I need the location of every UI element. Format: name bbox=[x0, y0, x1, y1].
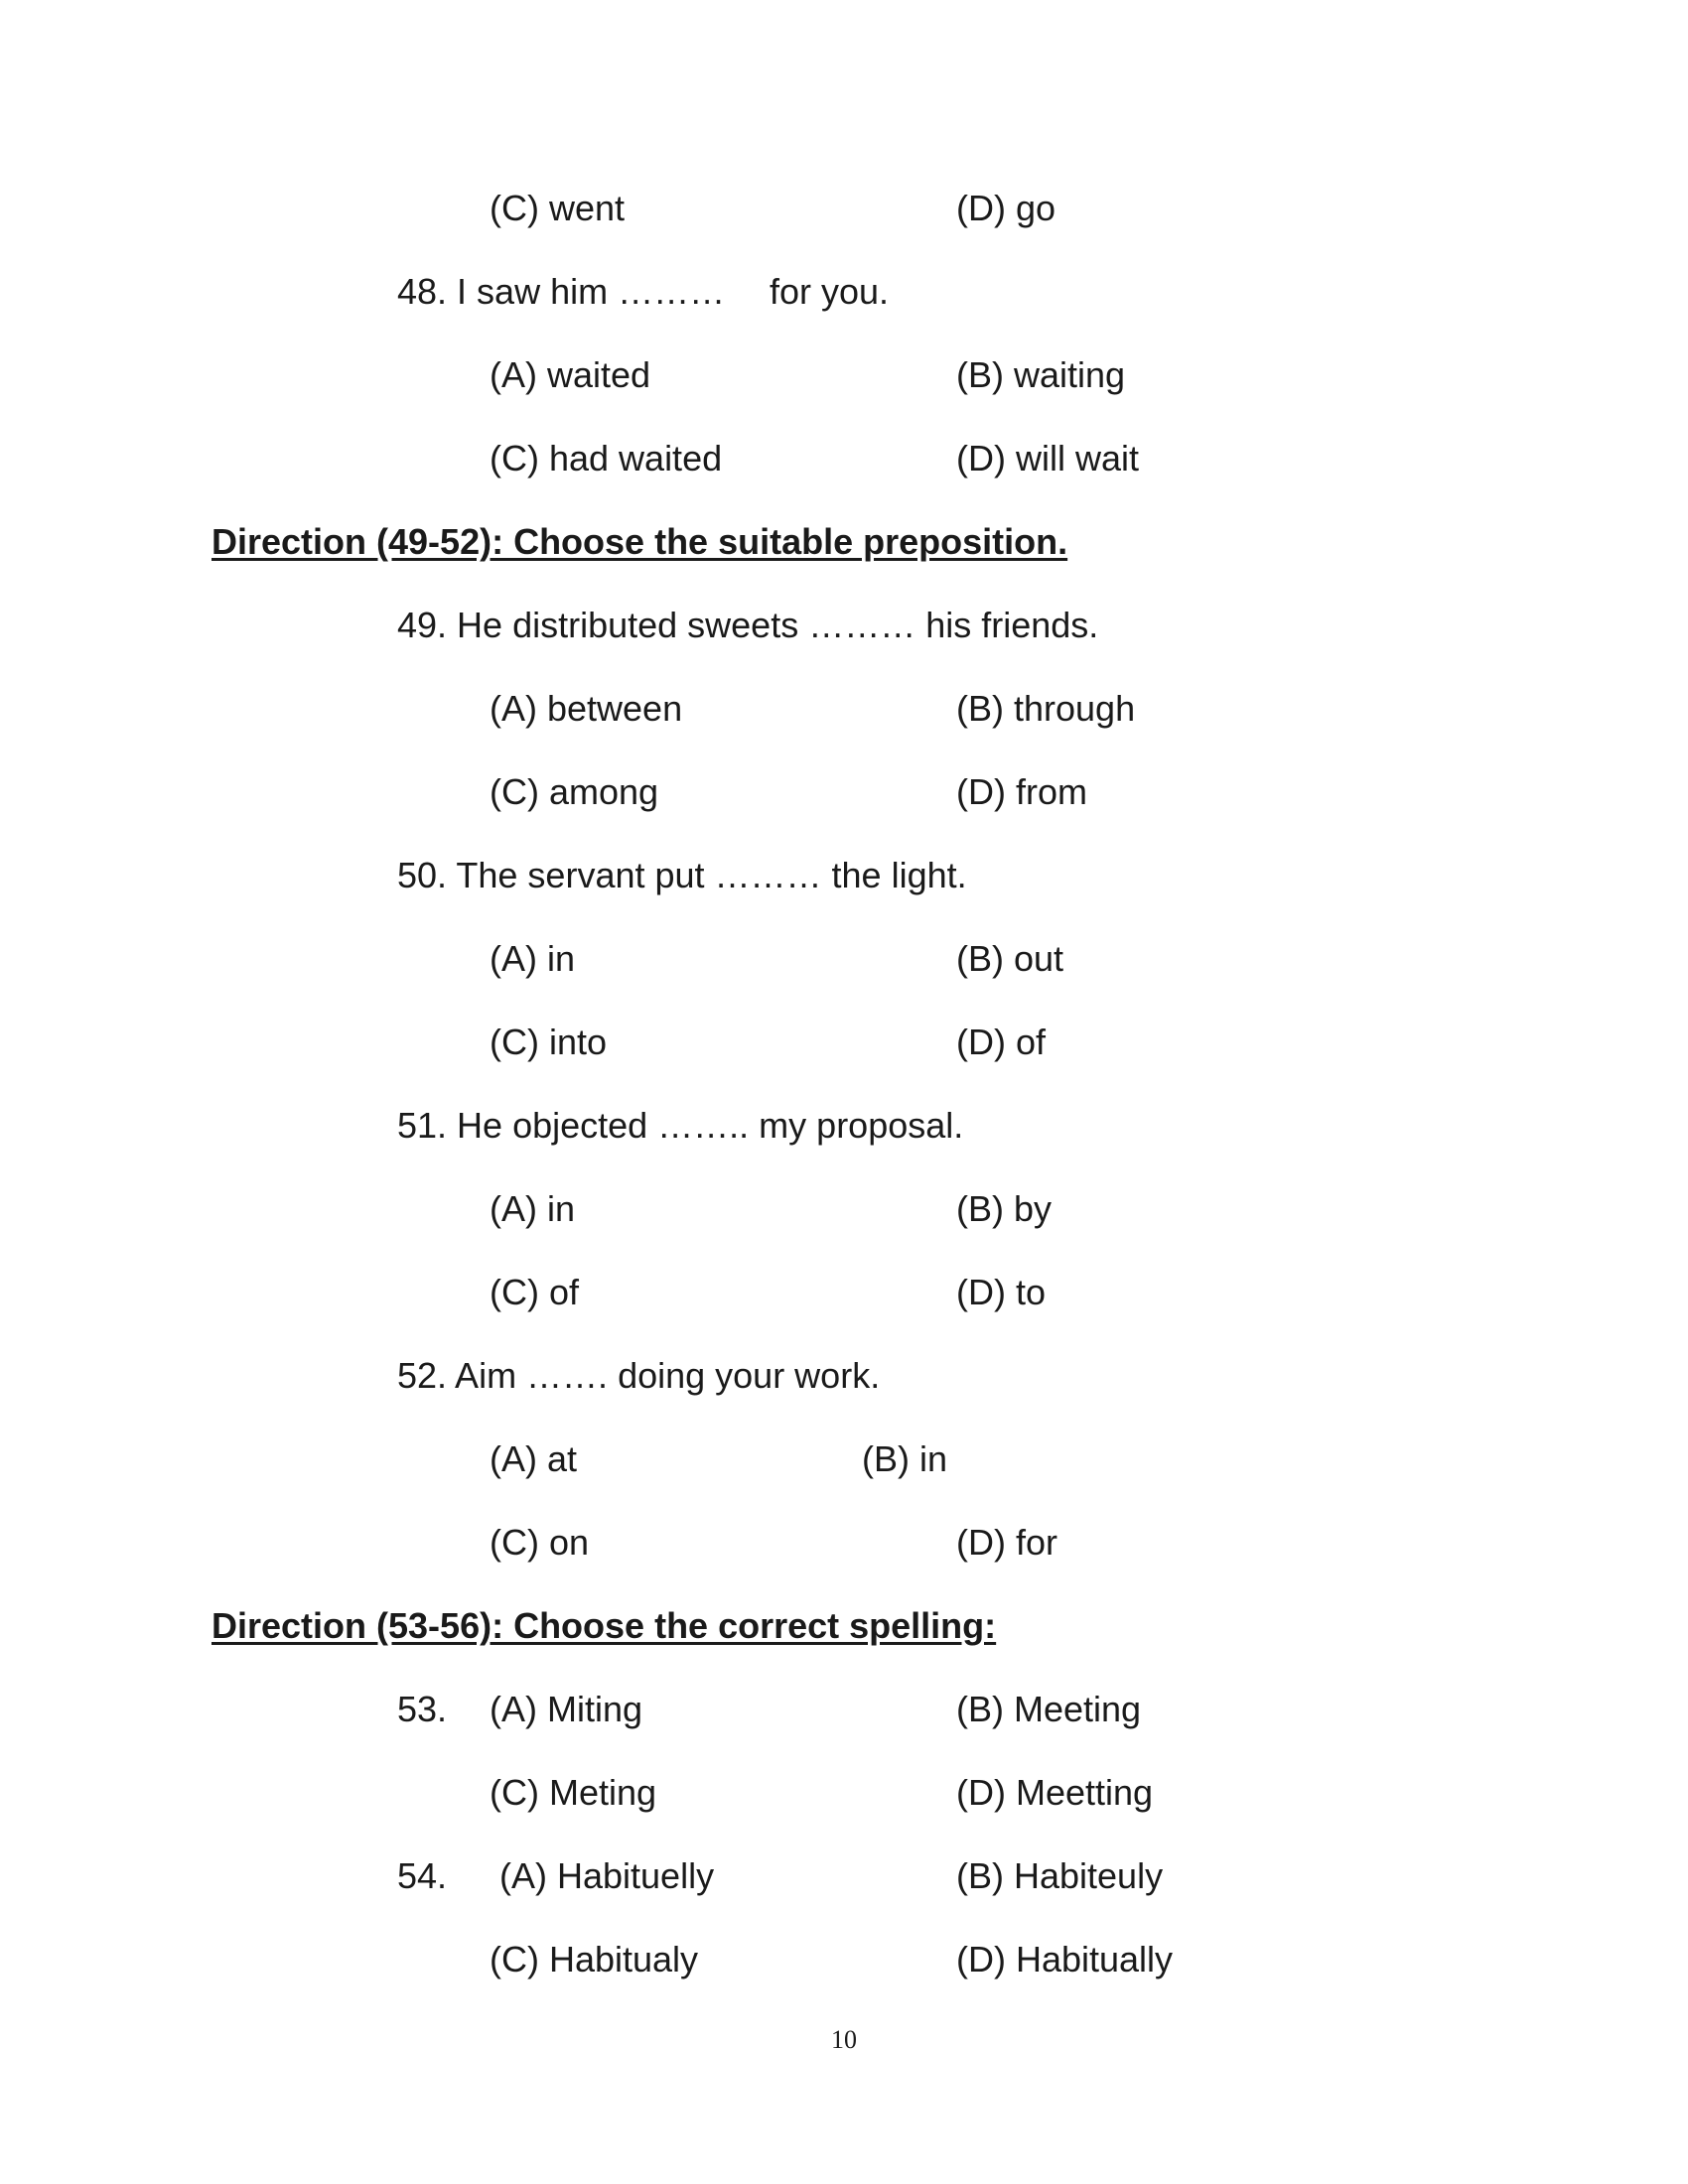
q53-option-a: (A) Miting bbox=[490, 1689, 643, 1729]
q49-option-c: (C) among bbox=[490, 771, 659, 812]
q54-number: 54. bbox=[397, 1855, 448, 1896]
q49-stem: 49. He distributed sweets ……… his friends. bbox=[397, 605, 1099, 645]
q49-option-d: (D) from bbox=[956, 771, 1087, 812]
q52-stem: 52. Aim ……. doing your work. bbox=[397, 1355, 881, 1396]
q54-option-a: (A) Habituelly bbox=[499, 1855, 715, 1896]
q52-option-d: (D) for bbox=[956, 1522, 1057, 1563]
q52-option-a: (A) at bbox=[490, 1438, 578, 1479]
q48-option-c: (C) had waited bbox=[490, 438, 723, 478]
q54-option-b: (B) Habiteuly bbox=[956, 1855, 1164, 1896]
q51-stem: 51. He objected …….. my proposal. bbox=[397, 1105, 964, 1146]
q50-option-c: (C) into bbox=[490, 1022, 608, 1062]
q47-option-c: (C) went bbox=[490, 188, 626, 228]
q48-option-b: (B) waiting bbox=[956, 354, 1126, 395]
q50-stem: 50. The servant put ……… the light. bbox=[397, 855, 967, 895]
q51-option-c: (C) of bbox=[490, 1272, 579, 1312]
q49-option-a: (A) between bbox=[490, 688, 683, 729]
q50-option-a: (A) in bbox=[490, 938, 576, 979]
q47-option-d: (D) go bbox=[956, 188, 1056, 228]
direction-53-56-heading: Direction (53-56): Choose the correct spelling: bbox=[211, 1605, 997, 1646]
page-number: 10 bbox=[831, 2025, 857, 2054]
q50-option-b: (B) out bbox=[956, 938, 1064, 979]
q51-option-b: (B) by bbox=[956, 1188, 1053, 1229]
q53-number: 53. bbox=[397, 1689, 448, 1729]
q54-option-c: (C) Habitualy bbox=[490, 1939, 699, 1979]
q52-option-c: (C) on bbox=[490, 1522, 590, 1563]
q50-option-d: (D) of bbox=[956, 1022, 1046, 1062]
q53-option-c: (C) Meting bbox=[490, 1772, 657, 1813]
q53-option-d: (D) Meetting bbox=[956, 1772, 1154, 1813]
q51-option-d: (D) to bbox=[956, 1272, 1046, 1312]
q48-option-d: (D) will wait bbox=[956, 438, 1139, 478]
q52-option-b: (B) in bbox=[862, 1438, 948, 1479]
q51-option-a: (A) in bbox=[490, 1188, 576, 1229]
q48-stem-end: for you. bbox=[770, 271, 890, 312]
q49-option-b: (B) through bbox=[956, 688, 1136, 729]
q48-option-a: (A) waited bbox=[490, 354, 651, 395]
q53-option-b: (B) Meeting bbox=[956, 1689, 1142, 1729]
q54-option-d: (D) Habitually bbox=[956, 1939, 1174, 1979]
q48-stem: 48. I saw him ……… bbox=[397, 271, 726, 312]
direction-49-52-heading: Direction (49-52): Choose the suitable preposition. bbox=[211, 521, 1068, 562]
